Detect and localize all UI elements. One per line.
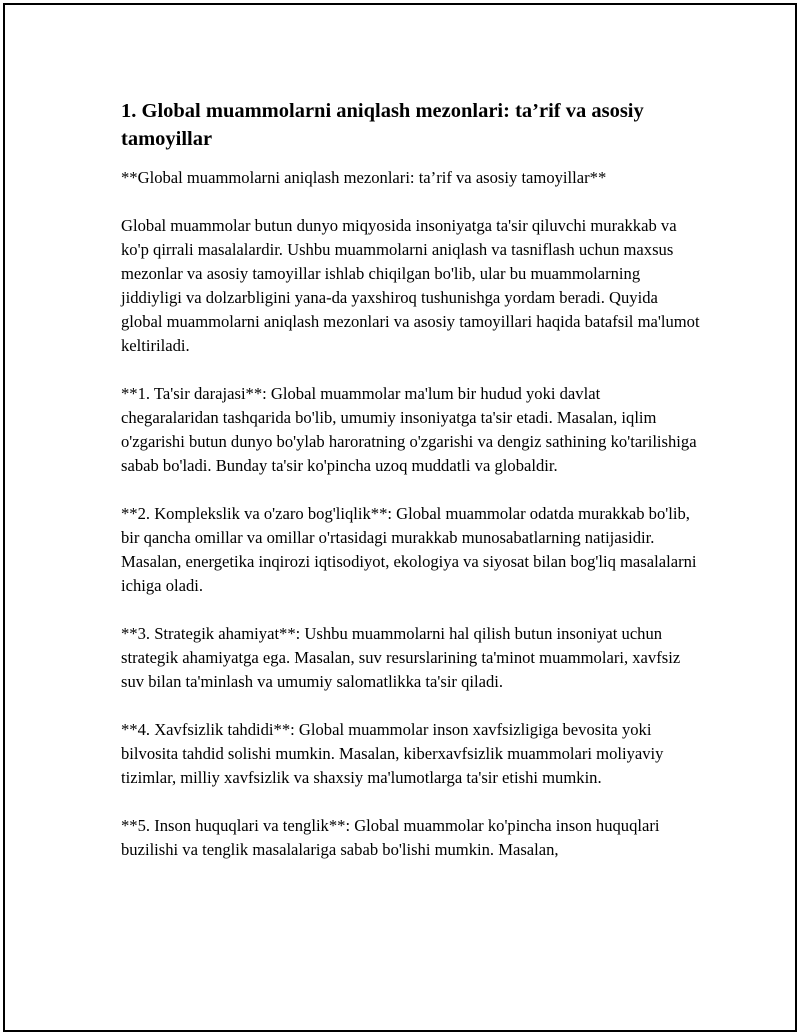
criterion-2-paragraph: **2. Komplekslik va o'zaro bog'liqlik**: Global muammolar odatda murakkab bo'lib, bir qancha omillar va omillar o'rtasidagi murakkab munosabatlarning natijasidir. Masalan, energetika inqirozi iqtisodiyot, ekologiya va siyosat bilan bog'liq masalalarni ichiga oladi. [121,504,697,595]
criterion-1-paragraph: **1. Ta'sir darajasi**: Global muammolar ma'lum bir hudud yoki davlat chegaralaridan tashqarida bo'lib, umumiy insoniyatga ta'sir etadi. Masalan, iqlim o'zgarishi butun dunyo bo'ylab haroratning o'zgarishi va dengiz sathining ko'tarilishiga sabab bo'ladi. Bunday ta'sir ko'pincha uzoq muddatli va globaldir. [121,384,697,475]
criterion-4-paragraph: **4. Xavfsizlik tahdidi**: Global muammolar inson xavfsizligiga bevosita yoki bilvosita tahdid solishi mumkin. Masalan, kiberxavfsizlik muammolari moliyaviy tizimlar, milliy xavfsizlik va shaxsiy ma'lumotlarga ta'sir etishi mumkin. [121,720,664,787]
bold-title-paragraph: **Global muammolarni aniqlash mezonlari: ta’rif va asosiy tamoyillar** [121,168,607,187]
criterion-3-paragraph: **3. Strategik ahamiyat**: Ushbu muammolarni hal qilish butun insoniyat uchun strategik ahamiyatga ega. Masalan, suv resurslarining ta'minot muammolari, xavfsiz suv bilan ta'minlash va umumiy salomatlikka ta'sir qiladi. [121,624,681,691]
document-body [121,97,701,886]
page-frame [3,3,797,1032]
criterion-5-paragraph: **5. Inson huquqlari va tenglik**: Global muammolar ko'pincha inson huquqlari buzilishi va tenglik masalalariga sabab bo'lishi mumkin. Masalan, [121,816,660,859]
section-heading: 1. Global muammolarni aniqlash mezonlari: ta’rif va asosiy tamoyillar [121,100,644,150]
intro-paragraph: Global muammolar butun dunyo miqyosida insoniyatga ta'sir qiluvchi murakkab va ko'p qirrali masalalardir. Ushbu muammolarni aniqlash va tasniflash uchun maxsus mezonlar va asosiy tamoyillar ishlab chiqilgan bo'lib, ular bu muammolarning jiddiyligi va dolzarbligini yana-da yaxshiroq tushunishga yordam beradi. Quyida global muammolarni aniqlash mezonlari va asosiy tamoyillari haqida batafsil ma'lumot keltiriladi. [121,216,700,355]
